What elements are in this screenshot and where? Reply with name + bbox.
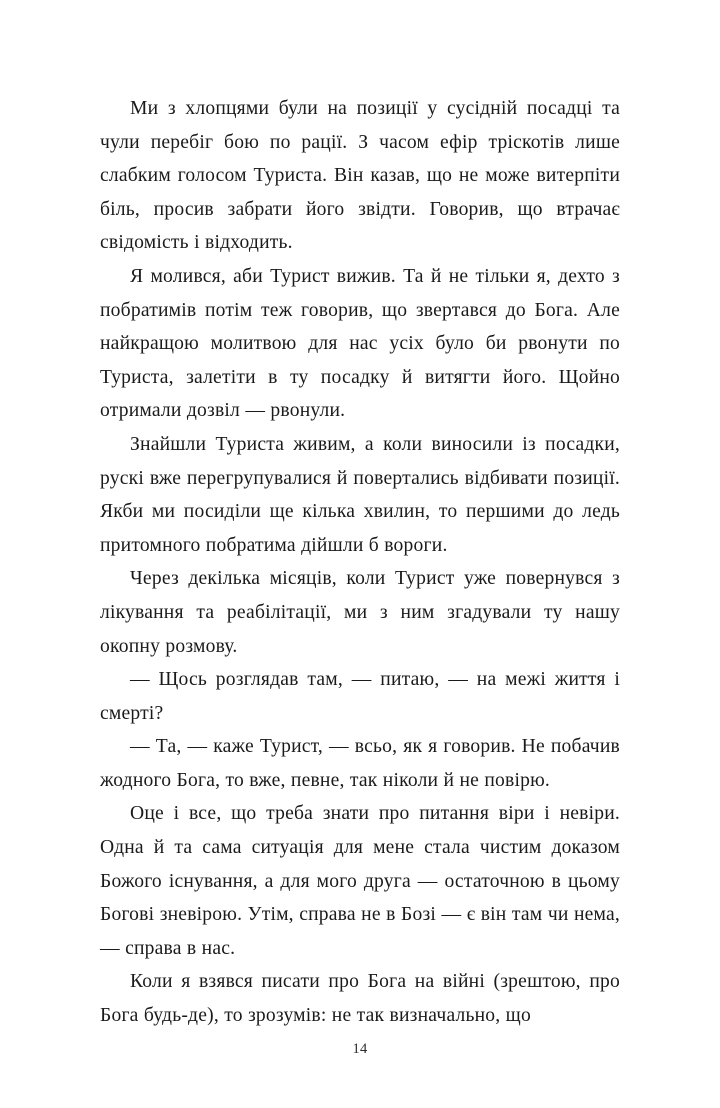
page-number: 14 — [352, 1041, 368, 1057]
paragraph: Знайшли Туриста живим, а коли виносили із посадки, рускі вже перегрупувалися й повертались відбивати позиції. Якби ми посиділи ще кілька хвилин, то першими до ледь притомного побратима дійшли б вороги. — [100, 433, 620, 556]
page-text-block — [100, 92, 620, 1033]
paragraph-dialogue: — Щось розглядав там, — питаю, — на межі життя і смерті? — [100, 669, 620, 724]
paragraph: Оце і все, що треба знати про питання віри і невіри. Одна й та сама ситуація для мене стала чистим доказом Божого існування, а для мого друга — остаточною в цьому Богові зневірою. Утім, справа не в Бозі — є він там чи нема, — справа в нас. — [100, 803, 620, 959]
paragraph: Коли я взявся писати про Бога на війні (зрештою, про Бога будь-де), то зрозумів: не так визначально, що — [100, 971, 620, 1027]
paragraph-dialogue: — Та, — каже Турист, — всьо, як я говорив. Не побачив жодного Бога, то вже, певне, так ніколи й не повірю. — [100, 736, 620, 791]
paragraph: Ми з хлопцями були на позиції у сусідній посадці та чули перебіг бою по рації. З часом ефір тріскотів лише слабким голосом Туриста. Він казав, що не може витерпіти біль, просив забрати його звідти. Говорив, що втрачає свідомість і відходить. — [100, 98, 620, 254]
paragraph: Я молився, аби Турист вижив. Та й не тільки я, дехто з побратимів потім теж говорив, що звертався до Бога. Але найкращою молитвою для нас усіх було би рвонути по Туриста, залетіти в ту посадку й витягти його. Щойно отримали дозвіл — рвонули. — [100, 265, 620, 422]
paragraph: Через декілька місяців, коли Турист уже повернувся з лікування та реабілітації, ми з ним згадували ту нашу окопну розмову. — [100, 568, 620, 657]
